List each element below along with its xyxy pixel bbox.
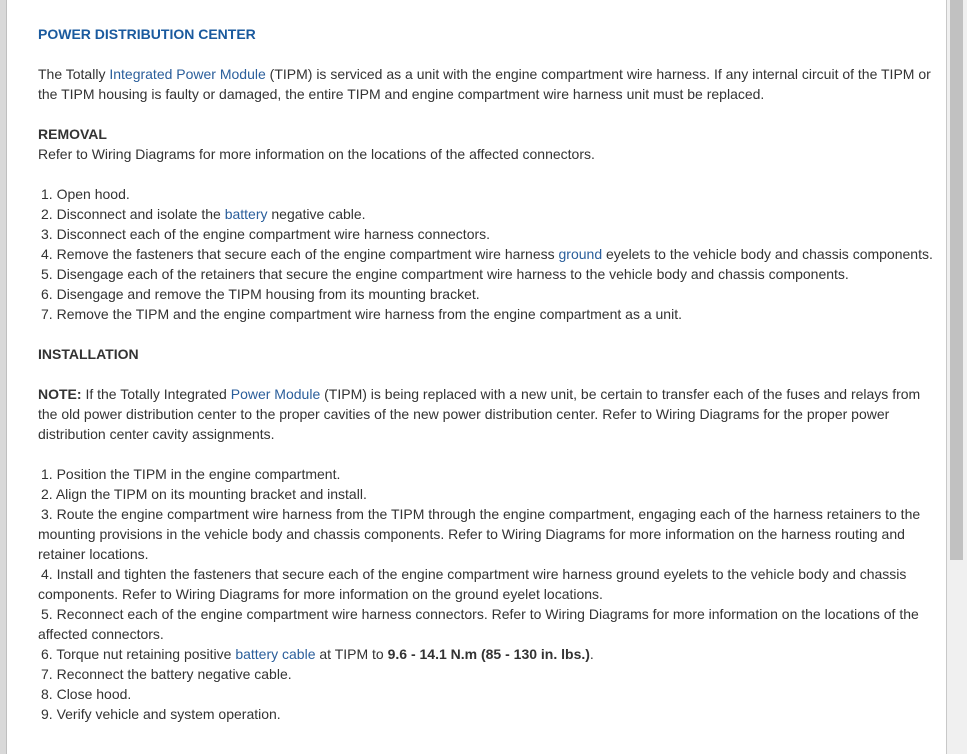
step-number: 1. [41, 466, 53, 482]
list-item [38, 704, 938, 724]
installation-heading: INSTALLATION [38, 346, 139, 362]
step-text: Remove the TIPM and the engine compartment wire harness from the engine compartment as a unit. [56, 306, 682, 322]
list-item [38, 684, 938, 704]
torque-spec: 9.6 - 14.1 N.m (85 - 130 in. lbs.) [387, 646, 590, 662]
installation-steps [38, 464, 938, 724]
scrollbar-thumb[interactable] [950, 0, 963, 560]
removal-steps [38, 184, 938, 324]
step-number: 6. [41, 646, 53, 662]
step-number: 3. [41, 226, 53, 242]
step-text: Torque nut retaining positive [56, 646, 236, 662]
step-text-cont: at TIPM to [315, 646, 388, 662]
integrated-power-module-link[interactable]: Integrated Power Module [109, 66, 266, 82]
step-text: Verify vehicle and system operation. [56, 706, 281, 722]
step-number: 4. [41, 566, 53, 582]
intro-text-cont: (TIPM) is serviced as a unit with the engine compartment wire harness. If any internal circuit of the TIPM or the TIPM housing is faulty or damaged, the entire TIPM and engine compartment wire harness unit must be replaced. [38, 66, 931, 102]
removal-note: Refer to Wiring Diagrams for more information on the locations of the affected connectors. [38, 146, 595, 162]
step-number: 2. [41, 486, 53, 502]
step-text: Install and tighten the fasteners that secure each of the engine compartment wire harness ground eyelets to the vehicle body and chassis components. Refer to Wiring Diagrams for more information on the ground eyelet locations. [38, 566, 907, 602]
step-text-cont: negative cable. [267, 206, 366, 222]
list-item [38, 604, 938, 644]
step-number: 2. [41, 206, 53, 222]
step-number: 9. [41, 706, 53, 722]
battery-link[interactable]: battery [224, 206, 268, 222]
step-text: Disconnect and isolate the [56, 206, 225, 222]
note-label: NOTE: [38, 386, 82, 402]
page-title: POWER DISTRIBUTION CENTER [38, 26, 256, 42]
step-number: 3. [41, 506, 53, 522]
list-item [38, 504, 938, 564]
list-item [38, 244, 938, 264]
intro-paragraph [38, 64, 938, 104]
step-number: 8. [41, 686, 53, 702]
battery-cable-link[interactable]: battery cable [235, 646, 316, 662]
step-text: Position the TIPM in the engine compartment. [56, 466, 341, 482]
step-text: Disengage each of the retainers that secure the engine compartment wire harness to the vehicle body and chassis components. [56, 266, 849, 282]
ground-link[interactable]: ground [558, 246, 603, 262]
note-text-cont: (TIPM) is being replaced with a new unit, be certain to transfer each of the fuses and relays from the old power distribution center to the proper cavities of the new power distribution center. Refer to Wiring Diagrams for the proper power distribution center cavity assignments. [38, 386, 921, 442]
power-module-link[interactable]: Power Module [230, 386, 321, 402]
step-number: 4. [41, 246, 53, 262]
step-text: Route the engine compartment wire harness from the TIPM through the engine compartment, engaging each of the harness retainers to the mounting provisions in the vehicle body and chassis components. Refer to Wiring Diagrams for more information on the harness routing and retainer locations. [38, 506, 921, 562]
step-text-cont: eyelets to the vehicle body and chassis components. [602, 246, 933, 262]
step-number: 5. [41, 266, 53, 282]
installation-note [38, 384, 938, 444]
step-number: 7. [41, 666, 53, 682]
list-item [38, 224, 938, 244]
step-number: 5. [41, 606, 53, 622]
step-text: Close hood. [56, 686, 132, 702]
list-item [38, 184, 938, 204]
step-text: Remove the fasteners that secure each of the engine compartment wire harness [56, 246, 559, 262]
step-text: Disengage and remove the TIPM housing from its mounting bracket. [56, 286, 480, 302]
step-text: Align the TIPM on its mounting bracket and install. [55, 486, 367, 502]
list-item [38, 264, 938, 284]
list-item [38, 284, 938, 304]
step-number: 7. [41, 306, 53, 322]
step-text: Open hood. [56, 186, 130, 202]
document-content [38, 24, 938, 724]
intro-text: The Totally [38, 66, 110, 82]
list-item [38, 564, 938, 604]
removal-heading: REMOVAL [38, 126, 107, 142]
list-item [38, 644, 938, 664]
note-text: If the Totally Integrated [81, 386, 231, 402]
list-item [38, 664, 938, 684]
left-window-border [6, 0, 7, 754]
step-text: Reconnect the battery negative cable. [56, 666, 292, 682]
list-item [38, 304, 938, 324]
list-item [38, 204, 938, 224]
list-item [38, 484, 938, 504]
step-text: Disconnect each of the engine compartment wire harness connectors. [56, 226, 491, 242]
step-number: 1. [41, 186, 53, 202]
step-text-end: . [589, 646, 594, 662]
list-item [38, 464, 938, 484]
step-text: Reconnect each of the engine compartment wire harness connectors. Refer to Wiring Diagrams for more information on the locations of the affected connectors. [38, 606, 919, 642]
step-number: 6. [41, 286, 53, 302]
